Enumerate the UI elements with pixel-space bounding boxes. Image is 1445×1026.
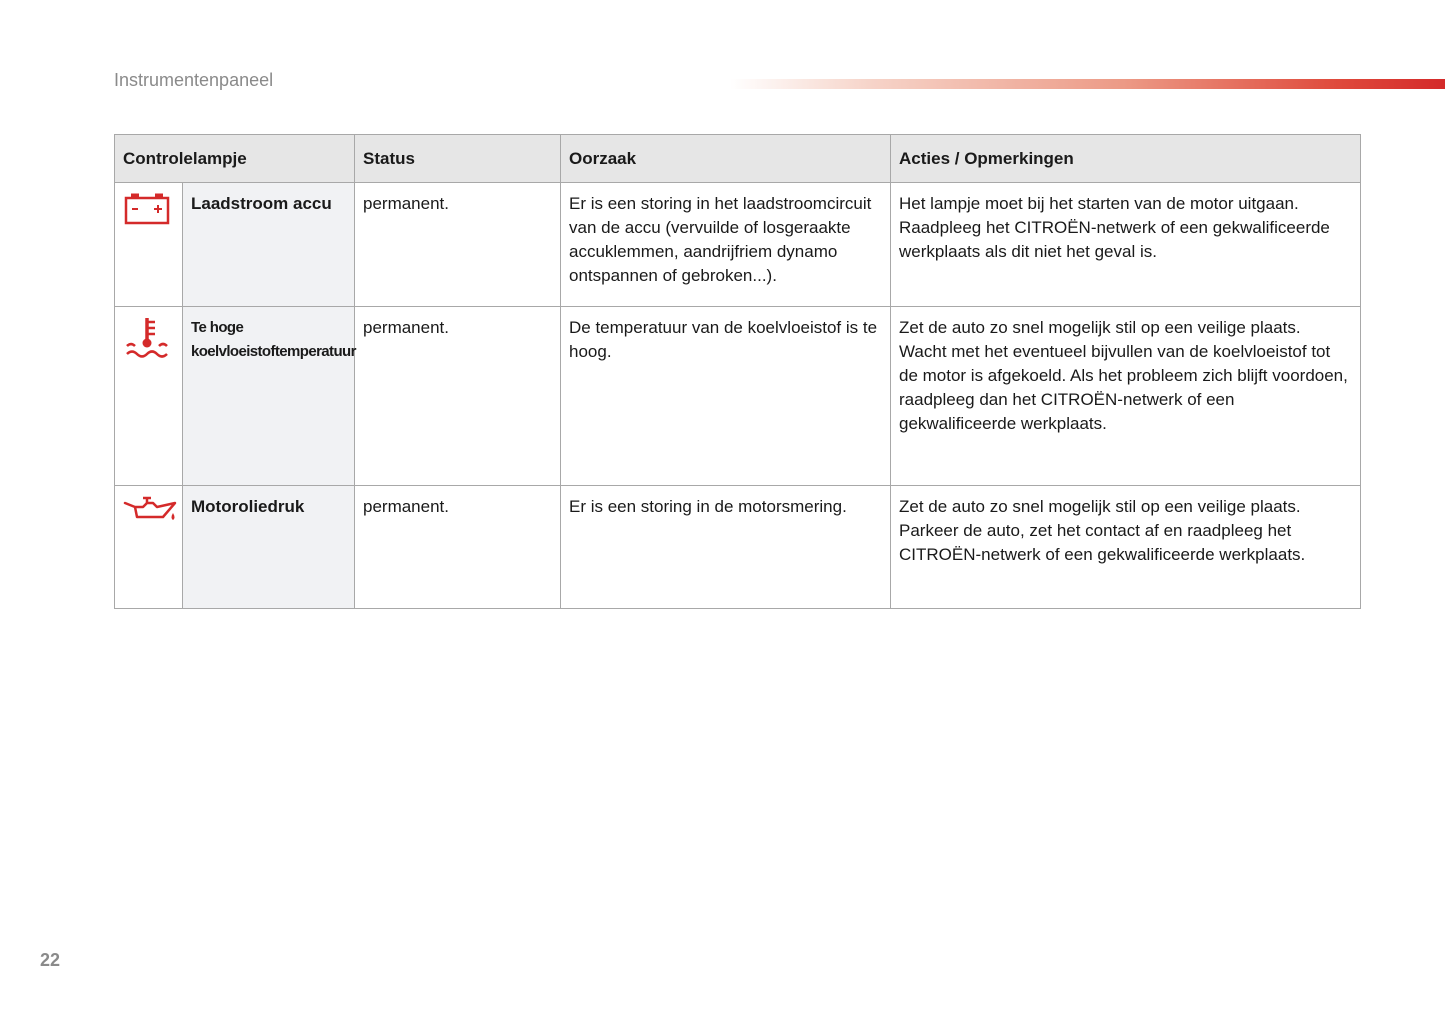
lamp-action: Zet de auto zo snel mogelijk stil op een veilige plaats. Wacht met het eventueel bijvullen van de koelvloeistof tot de motor is afgekoeld. Als het probleem zich blijft voordoen, raadpleeg dan het CITROËN-netwerk of een gekwalificeerde werkplaats. xyxy=(891,307,1361,486)
lamp-cause: Er is een storing in het laadstroomcircuit van de accu (vervuilde of losgeraakte accuklemmen, aandrijfriem dynamo ontspannen of gebroken...). xyxy=(561,183,891,307)
column-header-cause: Oorzaak xyxy=(561,135,891,183)
lamp-action: Het lampje moet bij het starten van de motor uitgaan. Raadpleeg het CITROËN-netwerk of een gekwalificeerde werkplaats als dit niet het geval is. xyxy=(891,183,1361,307)
lamp-cause: De temperatuur van de koelvloeistof is te hoog. xyxy=(561,307,891,486)
lamp-status: permanent. xyxy=(355,183,561,307)
battery-charge-icon xyxy=(123,211,171,230)
lamp-action: Zet de auto zo snel mogelijk stil op een veilige plaats. Parkeer de auto, zet het contact af en raadpleeg het CITROËN-netwerk of een gekwalificeerde werkplaats. xyxy=(891,486,1361,609)
lamp-icon-cell xyxy=(115,307,183,486)
table-row xyxy=(115,183,1361,307)
section-title: Instrumentenpaneel xyxy=(114,70,274,90)
table-row xyxy=(115,307,1361,486)
lamp-name: Motoroliedruk xyxy=(183,486,355,609)
warning-lamps-table xyxy=(114,134,1361,609)
column-header-status: Status xyxy=(355,135,561,183)
header-accent-bar xyxy=(730,79,1445,89)
coolant-temperature-icon xyxy=(123,345,171,364)
lamp-status: permanent. xyxy=(355,307,561,486)
lamp-name: Te hoge koelvloeistoftemperatuur xyxy=(183,307,355,486)
page-number: 22 xyxy=(40,950,61,970)
table-row xyxy=(115,486,1361,609)
column-header-lamp: Controlelampje xyxy=(115,135,355,183)
oil-pressure-icon xyxy=(123,510,179,529)
lamp-cause: Er is een storing in de motorsmering. xyxy=(561,486,891,609)
lamp-icon-cell xyxy=(115,486,183,609)
lamp-name: Laadstroom accu xyxy=(183,183,355,307)
column-header-actions: Acties / Opmerkingen xyxy=(891,135,1361,183)
table-header-row xyxy=(115,135,1361,183)
lamp-status: permanent. xyxy=(355,486,561,609)
lamp-icon-cell xyxy=(115,183,183,307)
